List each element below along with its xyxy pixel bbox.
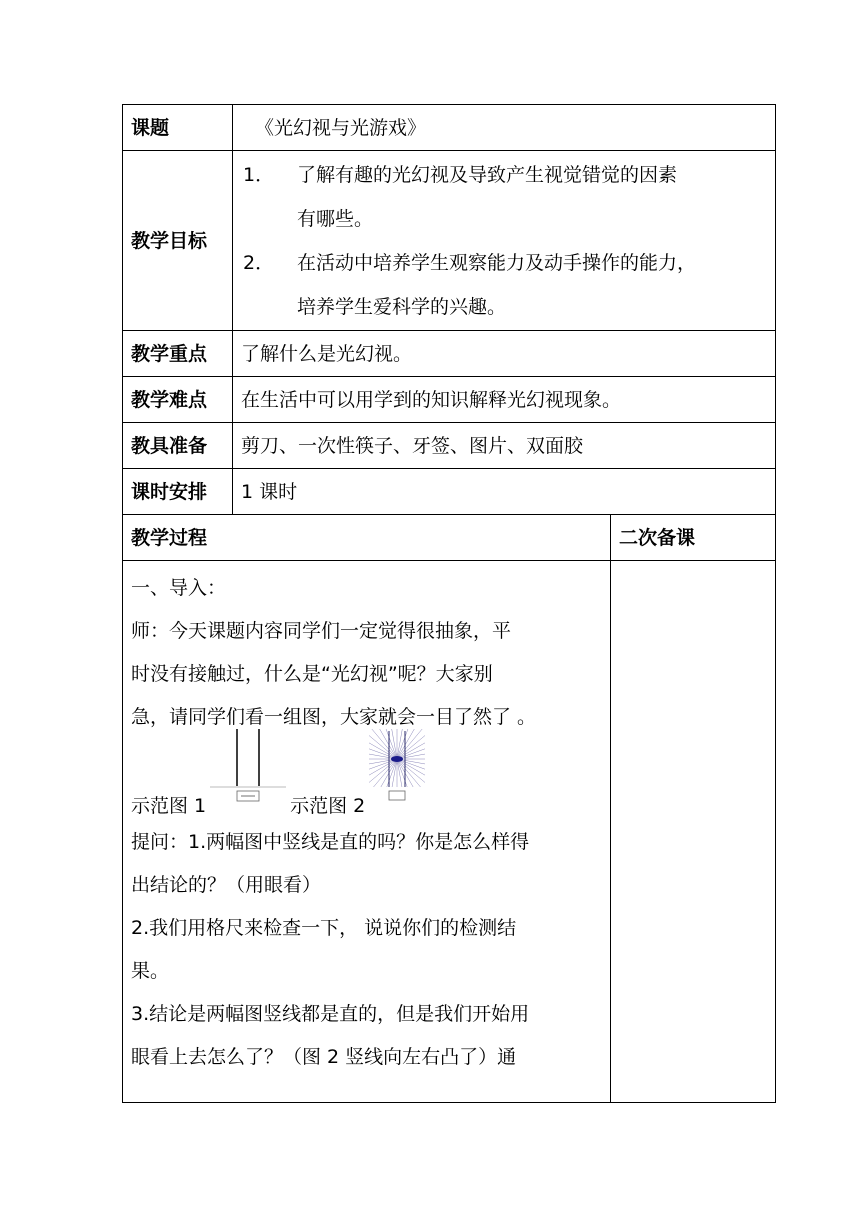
fig1-label: 示范图 1 xyxy=(131,795,207,817)
caption-box xyxy=(389,791,405,800)
figure-1-image xyxy=(210,729,286,821)
figure-2-image xyxy=(369,729,425,821)
goal-text-2b: 培养学生爱科学的兴趣。 xyxy=(297,295,507,318)
process-header: 教学过程 xyxy=(123,515,611,561)
radiating-line xyxy=(384,729,398,759)
goal-text-1a: 了解有趣的光幻视及导致产生视觉错觉的因素 xyxy=(297,163,678,186)
question-2-line-b: 果。 xyxy=(131,960,170,982)
row-tools xyxy=(123,423,776,469)
goal-text-1b: 有哪些。 xyxy=(297,207,374,230)
process-body xyxy=(123,561,611,1103)
teacher-line-3: 急，请同学们看一组图，大家就会一目了然了 。 xyxy=(131,706,537,728)
intro-heading: 一、导入： xyxy=(131,577,227,599)
goals-value xyxy=(233,151,776,331)
difficulty-value: 在生活中可以用学到的知识解释光幻视现象。 xyxy=(233,377,776,423)
teacher-line-1: 师：今天课题内容同学们一定觉得很抽象，平 xyxy=(131,620,512,642)
goals-label: 教学目标 xyxy=(123,151,233,331)
title-value: 《光幻视与光游戏》 xyxy=(233,105,776,151)
key-point-value: 了解什么是光幻视。 xyxy=(233,331,776,377)
row-process-header xyxy=(123,515,776,561)
goal-item-2-cont xyxy=(241,285,767,329)
fig2-label: 示范图 2 xyxy=(290,795,366,817)
question-2-line-a: 2.我们用格尺来检查一下， 说说你们的检测结 xyxy=(131,917,517,939)
goal-item-2 xyxy=(241,241,767,285)
title-label: 课题 xyxy=(123,105,233,151)
row-process-body xyxy=(123,561,776,1103)
radiating-line xyxy=(397,729,417,759)
question-3-line-a: 3.结论是两幅图竖线都是直的，但是我们开始用 xyxy=(131,1003,530,1025)
radiating-line xyxy=(369,759,397,785)
row-key-point xyxy=(123,331,776,377)
difficulty-label: 教学难点 xyxy=(123,377,233,423)
goal-num-spacer xyxy=(241,197,297,241)
row-goals xyxy=(123,151,776,331)
goal-num-spacer xyxy=(241,285,297,329)
lesson-plan-table xyxy=(122,104,776,1103)
row-title xyxy=(123,105,776,151)
radiating-line xyxy=(397,759,425,785)
goal-text-2a: 在活动中培养学生观察能力及动手操作的能力， xyxy=(297,251,697,274)
radiating-line xyxy=(397,733,425,759)
radiating-line xyxy=(369,733,397,759)
question-1-line-b: 出结论的？（用眼看） xyxy=(131,874,322,896)
question-1-line-a: 提问：1.两幅图中竖线是直的吗？你是怎么样得 xyxy=(131,831,530,853)
row-schedule xyxy=(123,469,776,515)
radiating-line xyxy=(397,729,411,759)
second-prep-body xyxy=(611,561,776,1103)
row-difficulty xyxy=(123,377,776,423)
goal-item-1-cont xyxy=(241,197,767,241)
teacher-line-2: 时没有接触过，什么是“光幻视”呢？大家别 xyxy=(131,663,493,685)
center-dot xyxy=(391,756,403,762)
key-point-label: 教学重点 xyxy=(123,331,233,377)
second-prep-header: 二次备课 xyxy=(611,515,776,561)
goal-num-2: 2． xyxy=(243,251,275,274)
tools-value: 剪刀、一次性筷子、牙签、图片、双面胶 xyxy=(233,423,776,469)
goal-item-1 xyxy=(241,153,767,197)
schedule-value: 1 课时 xyxy=(233,469,776,515)
schedule-label: 课时安排 xyxy=(123,469,233,515)
question-3-line-b: 眼看上去怎么了？（图 2 竖线向左右凸了）通 xyxy=(131,1046,517,1068)
tools-label: 教具准备 xyxy=(123,423,233,469)
radiating-line xyxy=(377,729,397,759)
goal-num-1: 1． xyxy=(243,163,275,186)
figure-row xyxy=(131,739,602,821)
